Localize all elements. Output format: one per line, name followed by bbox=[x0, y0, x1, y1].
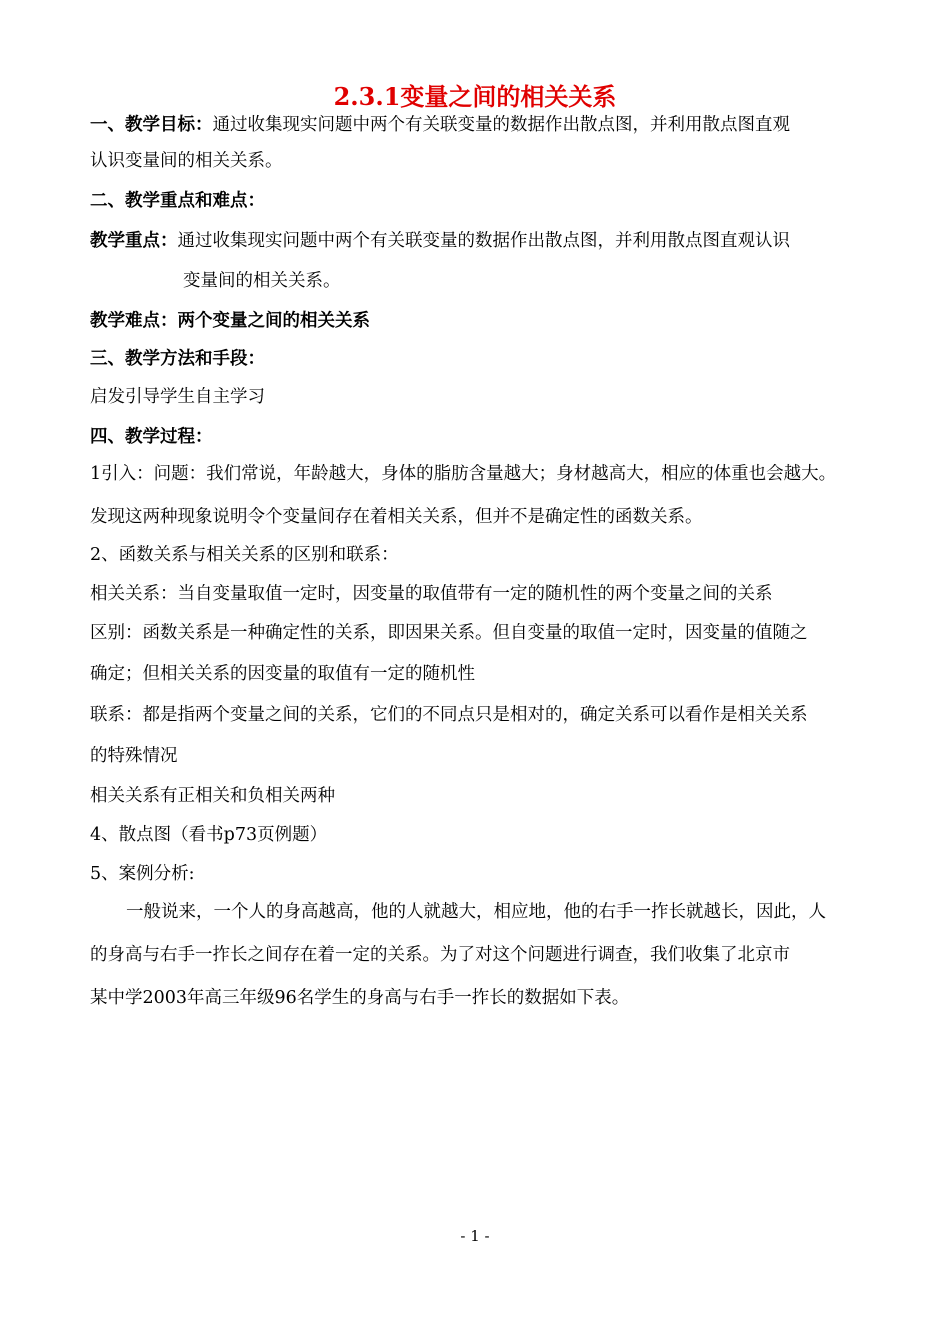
correlation-types: 相关关系有正相关和负相关两种 bbox=[90, 786, 335, 806]
process-heading: 四、教学过程： bbox=[90, 427, 213, 447]
key-point-line-1 bbox=[90, 229, 790, 253]
intro-line-1: 1引入：问题：我们常说，年龄越大，身体的脂肪含量越大；身材越高大，相应的体重也会越大。 bbox=[90, 464, 837, 484]
scatter-plot-line: 4、散点图（看书p73页例题） bbox=[90, 825, 328, 845]
connection-line-2: 的特殊情况 bbox=[90, 746, 178, 766]
relation-heading: 2、函数关系与相关关系的区别和联系： bbox=[90, 545, 399, 565]
page-number: - 1 - bbox=[460, 1227, 490, 1245]
intro-line-2: 发现这两种现象说明令个变量间存在着相关关系，但并不是确定性的函数关系。 bbox=[90, 507, 703, 527]
method-heading: 三、教学方法和手段： bbox=[90, 349, 265, 369]
difficulty-line: 教学难点：两个变量之间的相关关系 bbox=[90, 311, 370, 331]
difference-line-1: 区别：函数关系是一种确定性的关系，即因果关系。但自变量的取值一定时，因变量的值随之 bbox=[90, 623, 808, 643]
connection-line-1: 联系：都是指两个变量之间的关系，它们的不同点只是相对的，确定关系可以看作是相关关系 bbox=[90, 705, 808, 725]
objective-label: 一、教学目标： bbox=[90, 115, 213, 135]
method-text: 启发引导学生自主学习 bbox=[90, 387, 265, 407]
difference-line-2: 确定；但相关关系的因变量的取值有一定的随机性 bbox=[90, 664, 475, 684]
case-analysis-heading: 5、案例分析: bbox=[90, 864, 195, 884]
document-title: 2.3.1变量之间的相关关系 bbox=[333, 82, 617, 111]
key-point-text: 通过收集现实问题中两个有关联变量的数据作出散点图，并利用散点图直观认识 bbox=[177, 231, 790, 251]
case-paragraph-line-1: 一般说来，一个人的身高越高，他的人就越大，相应地，他的右手一拃长就越长，因此，人 bbox=[126, 902, 826, 922]
case-paragraph-line-3: 某中学2003年高三年级96名学生的身高与右手一拃长的数据如下表。 bbox=[90, 988, 630, 1008]
key-point-label: 教学重点： bbox=[90, 231, 178, 251]
objective-line-1 bbox=[90, 113, 790, 137]
case-paragraph-line-2: 的身高与右手一拃长之间存在着一定的关系。为了对这个问题进行调查，我们收集了北京市 bbox=[90, 945, 790, 965]
correlation-definition: 相关关系：当自变量取值一定时，因变量的取值带有一定的随机性的两个变量之间的关系 bbox=[90, 584, 773, 604]
key-difficult-heading: 二、教学重点和难点： bbox=[90, 191, 265, 211]
objective-line-2: 认识变量间的相关关系。 bbox=[90, 151, 283, 171]
objective-text: 通过收集现实问题中两个有关联变量的数据作出散点图，并利用散点图直观 bbox=[212, 115, 790, 135]
key-point-line-2: 变量间的相关关系。 bbox=[183, 271, 341, 291]
